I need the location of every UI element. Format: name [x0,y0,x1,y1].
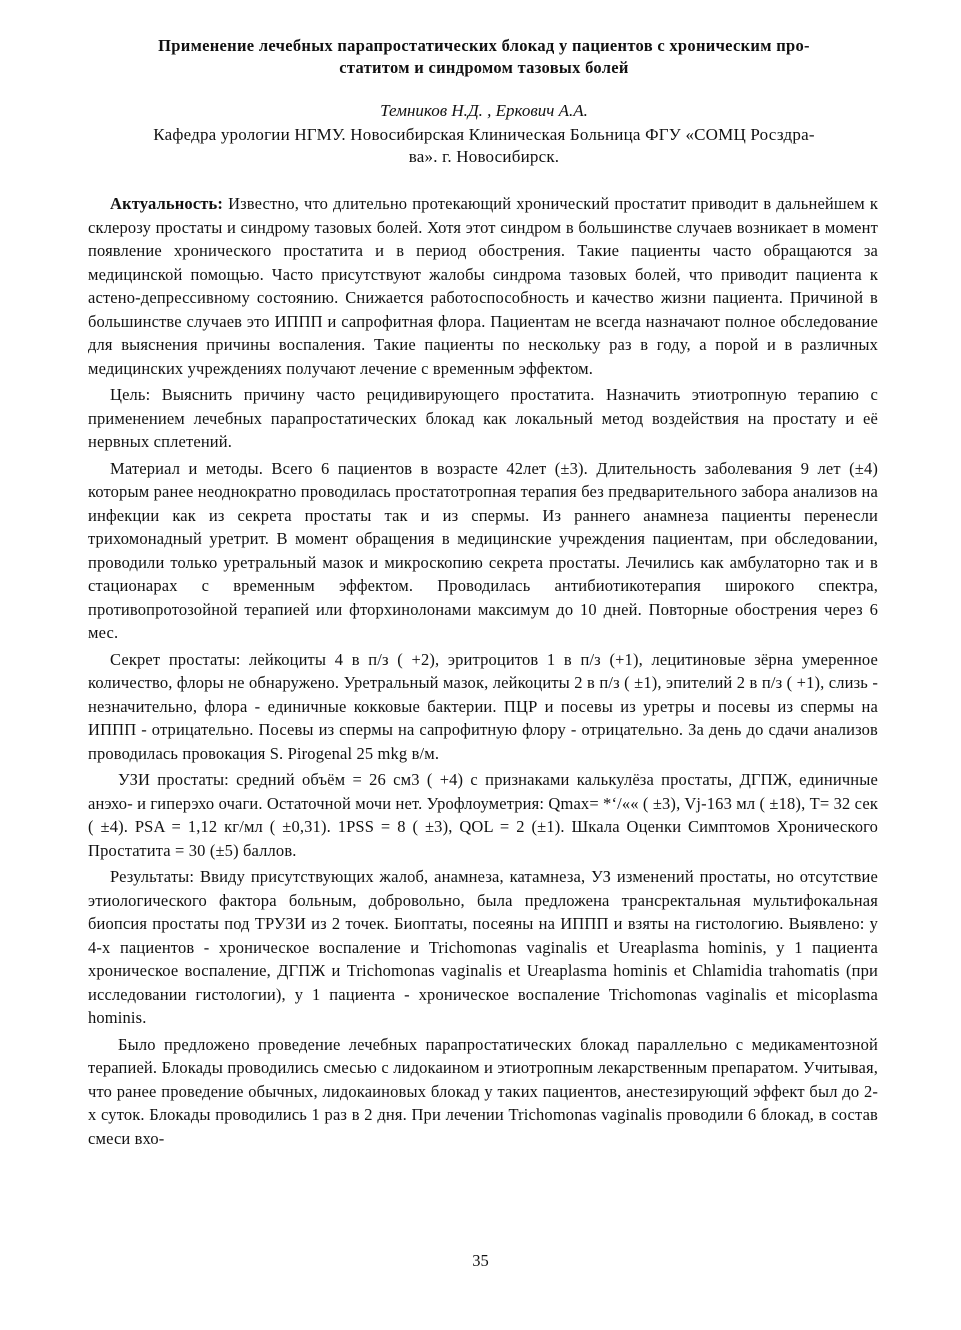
affiliation-line-1: Кафедра урологии НГМУ. Новосибирская Клиническая Больница ФГУ «СОМЦ Росздра- [153,125,815,144]
paragraph-relevance [88,192,878,380]
relevance-label: Актуальность: [110,194,224,213]
relevance-text: Известно, что длительно протекающий хронический простатит приводит в дальнейшем к склерозу простаты и синдрому тазовых болей. Хотя этот синдром в большинстве случаев возникает в момент появление хронического простатита и в период обострения. Такие пациенты часто обращаются за медицинской помощью. Часто присутствуют жалобы синдрома тазовых болей, что приводит пациента к астено-депрессивному состоянию. Снижается работоспособность и качество жизни пациента. Причиной в большинстве случаев это ИППП и сапрофитная флора. Пациентам не всегда назначают полное обследование для выяснения причины воспаления. Такие пациенты по нескольку раз в году, а порой и в различных медицинских учреждениях получают лечение с временным эффектом. [88,194,878,378]
article-body [88,192,878,1153]
paragraph-results: Результаты: Ввиду присутствующих жалоб, анамнеза, катамнеза, УЗ изменений простаты, но отсутствие этиологического фактора больным, добровольно, была предложена трансректальная мультифокальная биопсия простаты под ТРУЗИ из 2 точек. Биоптаты, посеяны на ИППП и взяты на гистологию. Выявлено: у 4-х пациентов - хроническое воспаление и Trichomonas vaginalis et Ureaplasma hominis, у 1 пациента хроническое воспаление, ДГПЖ и Trichomonas vaginalis et Ureaplasma hominis et Chlamidia trahomatis (при исследовании гистологии), у 1 пациента - хроническое воспаление Trichomonas vaginalis et micoplasma hominis. [88,867,878,1027]
paragraph-secretion: Секрет простаты: лейкоциты 4 в п/з ( +2), эритроцитов 1 в п/з (+1), лецитиновые зёрна умеренное количество, флоры не обнаружено. Уретральный мазок, лейкоциты 2 в п/з ( ±1), эпителий 2 в п/з ( +1), слизь - незначительно, флора - единичные кокковые бактерии. ПЦР и посевы из уретры и посевы из спермы на ИППП - отрицательно. Посевы из спермы на сапрофитную флору - отрицательно. За день до сдачи анализов проводилась провокация S. Pirogenal 25 mkg в/м. [88,649,878,763]
paragraph-goal: Цель: Выяснить причину часто рецидивирующего простатита. Назначить этиотропную терапию с применением лечебных парапростатических блокад как локальный метод воздействия на простату и её нервных сплетений. [88,385,878,451]
affiliation [88,124,880,168]
paragraph-materials: Материал и методы. Всего 6 пациентов в возрасте 42лет (±3). Длительность заболевания 9 лет (±4) которым ранее неоднократно проводилась простатотропная терапия без предварительного забора анализов на инфекции как из секрета простаты так и из спермы. Из раннего анамнеза пациенты перенесли трихомонадный уретрит. В момент обращения в медицинские учреждения пациентам, при обследовании, проводили только уретральный мазок и микроскопию секрета простаты. Лечились как амбулаторно так и в стационарах с временным эффектом. Проводилась антибиотикотерапия широкого спектра, противопротозойной терапией или фторхинолонами максимум до 10 дней. Повторные обострения через 6 мес. [88,458,878,642]
article-title [88,35,880,79]
article-title-line-1: Применение лечебных парапростатических блокад у пациентов с хроническим про- [158,36,810,55]
page-number: 35 [472,1251,489,1270]
affiliation-line-2: ва». г. Новосибирск. [408,147,560,166]
article-title-line-2: статитом и синдромом тазовых болей [339,58,629,77]
paragraph-treatment: Было предложено проведение лечебных парапростатических блокад параллельно с медикаментозной терапией. Блокады проводились смесью с лидокаином и этиотропным лекарственным препаратом. Учитывая, что ранее проведение обычных, лидокаиновых блокад у таких пациентов, анестезирующий эффект был до 2-х суток. Блокады проводились 1 раз в 2 дня. При лечении Trichomonas vaginalis проводили 6 блокад, в состав смеси вхо- [88,1034,878,1148]
authors: Темников Н.Д. , Еркович А.А. [380,101,588,120]
paragraph-ultrasound: УЗИ простаты: средний объём = 26 см3 ( +4) с признаками калькулёза простаты, ДГПЖ, единичные анэхо- и гиперэхо очаги. Остаточной мочи нет. Урофлоуметрия: Qmax= *‘/«« ( ±3), Vj-163 мл ( ±18), T= 32 сек ( ±4). PSA = 1,12 кг/мл ( ±0,31). 1PSS = 8 ( ±3), QOL = 2 (±1). Шкала Оценки Симптомов Хронического Простатита = 30 (±5) баллов. [88,770,878,860]
